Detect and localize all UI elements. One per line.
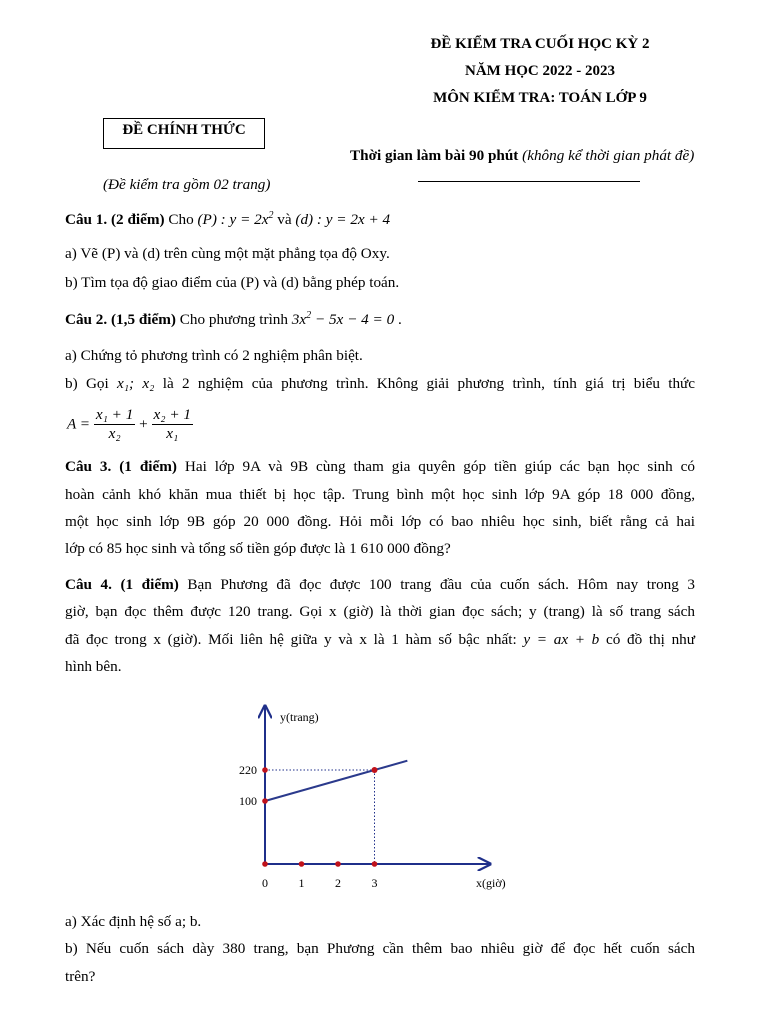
q2-b-post: là 2 nghiệm của phương trình. Không giải phương trình, tính giá trị biểu thức [162,375,696,392]
q2-eq-pre: 3x [291,311,307,328]
question-4-line-3 [65,631,695,649]
q4-part-b-line-1: b) Nếu cuốn sách dày 380 trang, bạn Phương cần thêm bao nhiêu giờ để đọc hết cuốn sách [65,940,695,957]
q1-line-eq: (d) : y = 2x + 4 [295,211,391,228]
y-tick-label: 220 [239,763,257,777]
y-tick-dot [262,767,268,773]
q2-frac2-den: x₁ [166,425,179,442]
x-axis-label: x(giờ) [476,876,506,890]
q1-label: Câu 1. (2 điểm) [65,211,165,228]
question-3-line-4: lớp có 85 học sinh và tổng số tiền góp được là 1 610 000 đồng? [65,540,451,557]
q2-period: . [397,311,402,328]
reading-graph [220,700,520,895]
x-tick-label: 1 [298,876,305,890]
q2-frac1-den: x₂ [108,425,121,442]
y-tick-dot [262,798,268,804]
time-note [350,147,694,165]
question-2 [65,310,402,329]
y-tick-label: 100 [239,794,257,808]
q4-l3-pre: đã đọc trong x (giờ). Mối liên hệ giữa y và x là 1 hàm số bậc nhất: [65,631,517,648]
time-italic: (không kể thời gian phát đề) [522,147,695,164]
q2-part-b [65,375,695,393]
q3-l1: Hai lớp 9A và 9B cùng tham gia quyên góp tiền giúp các bạn học sinh có [184,458,695,475]
q1-text: Cho [168,211,194,228]
x-tick-label: 2 [335,876,341,890]
q4-l3-post: có đồ thị như [605,631,695,648]
q2-frac1-num: x₁ + 1 [95,406,134,423]
x-tick-dot [372,861,378,867]
header-underline [418,181,640,182]
q1-parabola [197,211,277,228]
x-tick-dot [299,861,305,867]
q2-fraction-1 [94,406,135,443]
x-tick-label: 0 [262,876,268,890]
question-3-line-3: một học sinh lớp 9B góp 20 000 đồng. Hỏi mỗi lớp có bao nhiêu học sinh, biết rằng cả hai [65,513,695,530]
school-year: NĂM HỌC 2022 - 2023 [465,63,615,79]
q3-label: Câu 3. (1 điểm) [65,458,177,475]
q2-part-a: a) Chứng tỏ phương trình có 2 nghiệm phân biệt. [65,347,363,364]
highlight-point [372,767,378,773]
question-4-line-1 [65,576,695,594]
q2-eq-post: − 5x − 4 = 0 [311,311,395,328]
pages-note: (Đề kiểm tra gồm 02 trang) [103,176,271,193]
q2-b-pre: b) Gọi [65,375,109,392]
q2-label: Câu 2. (1,5 điểm) [65,311,176,328]
exam-title: ĐỀ KIỂM TRA CUỐI HỌC KỲ 2 [430,36,650,52]
official-exam-box [103,118,265,149]
x-tick-dot [262,861,268,867]
q4-part-b-line-2: trên? [65,968,96,985]
q2-fraction-2 [152,406,193,443]
q2-frac2-num: x₂ + 1 [153,406,191,423]
q1-parabola-exp: 2 [268,210,274,221]
question-3-line-2: hoàn cảnh khó khăn mua thiết bị học tập. Trung bình một học sinh lớp 9A góp 18 000 đồng, [65,486,695,503]
q1-parabola-eq: (P) : y = 2x [197,211,269,228]
q2-text: Cho phương trình [179,311,288,328]
q4-l1: Bạn Phương đã đọc được 100 trang đầu của cuốn sách. Hôm nay trong 3 [187,576,695,593]
q1-part-a: a) Vẽ (P) và (d) trên cùng một mặt phẳng tọa độ Oxy. [65,245,390,262]
q2-plus: + [139,415,148,433]
q1-part-b: b) Tìm tọa độ giao điểm của (P) và (d) bằng phép toán. [65,274,400,291]
time-bold: Thời gian làm bài 90 phút [350,147,519,164]
q4-l3-eq: y = ax + b [523,631,600,648]
question-4-line-2: giờ, bạn đọc thêm được 120 trang. Gọi x (giờ) là thời gian đọc sách; y (trang) là số trang sách [65,603,695,620]
official-exam-label: ĐỀ CHÍNH THỨC [122,122,246,138]
q2-A-label: A = [67,415,91,433]
q2-equation [292,311,398,328]
question-3-line-1 [65,458,695,476]
question-1 [65,210,390,229]
q4-part-a: a) Xác định hệ số a; b. [65,913,202,930]
q2-expression [67,406,193,443]
series-line [265,761,407,801]
question-4-line-4: hình bên. [65,658,122,675]
x-tick-label: 3 [371,876,378,890]
q1-and: và [277,211,292,228]
subject-line: MÔN KIỂM TRA: TOÁN LỚP 9 [433,90,647,106]
x-tick-dot [335,861,341,867]
q2-b-vars: x₁; x₂ [117,375,155,392]
q2-eq-exp: 2 [306,310,312,321]
q4-label: Câu 4. (1 điểm) [65,576,179,593]
y-axis-label: y(trang) [280,710,319,724]
